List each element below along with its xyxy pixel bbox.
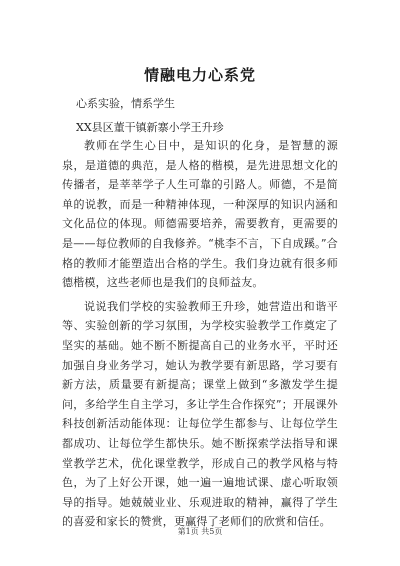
- document-body: [62, 136, 338, 536]
- body-paragraph: 教师在学生心目中，是知识的化身，是智慧的源泉，是道德的典范，是人格的楷模，是先进思想文化的传播者，是莘莘学子人生可靠的引路人。师德，不是简单的说教，而是一种精神体现，一种深厚的知识内涵和文化品位的体现。师德需要培养，需要教育，更需要的是——每位教师的自我修养。“桃李不言，下自成蹊。”合格的教师才能塑造出合格的学生。我们身边就有很多师德楷模，这些老师也是我们的良师益友。: [62, 139, 338, 290]
- document-subtitle: 心系实验，情系学生: [76, 97, 175, 110]
- document-title: 情融电力心系党: [143, 66, 256, 84]
- author-line: XX县区董干镇新寨小学王升珍: [76, 121, 224, 134]
- page-footer: [0, 526, 400, 537]
- body-paragraph: 说说我们学校的实验教师王升珍，她营造出和谐平等、实验创新的学习氛围，为学校实验教学工作奠定了坚实的基础。她不断不断提高自己的业务水平，平时还加强自身业务学习，她认为教学要有新思路，学习要有新方法，质量要有新提高；课堂上做到“多激发学生提问，多给学生自主学习，多让学生合作探究”；开展课外科技创新活动能体现：让每位学生都参与、让每位学生都成功、让每位学生都快乐。她不断探索学法指导和课堂教学艺术，优化课堂教学，形成自己的教学风格与特色，为了上好公开课，她一遍一遍地试课、虚心听取领导的指导。她兢兢业业、乐观进取的精神，赢得了学生的喜爱和家长的赞赏，更赢得了老师们的欣赏和信任。: [62, 299, 338, 529]
- page-indicator: 第1页 共5页: [177, 527, 223, 536]
